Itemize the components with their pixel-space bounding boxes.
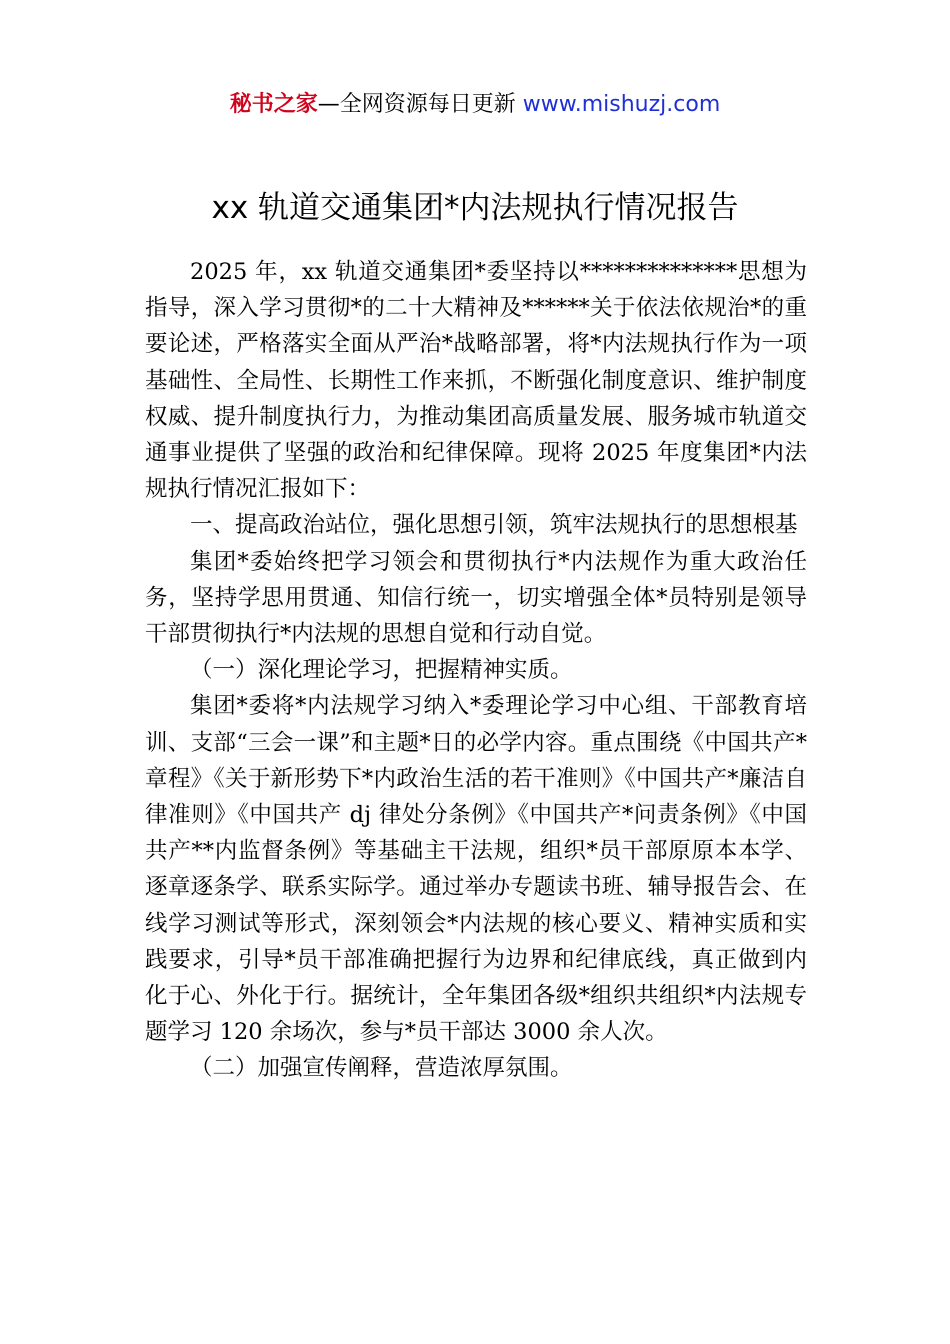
document-body [145, 254, 807, 1087]
subsection-1-paragraph: 集团*委将*内法规学习纳入*委理论学习中心组、干部教育培训、支部“三会一课”和主题*日的必学内容。重点围绕《中国共产*章程》《关于新形势下*内政治生活的若干准则》《中国共产*廉洁自律准则》《中国共产 dj 律处分条例》《中国共产*问责条例》《中国共产**内监督条例》等基础主干法规，组织*员干部原原本本学、逐章逐条学、联系实际学。通过举办专题读书班、辅导报告会、在线学习测试等形式，深刻领会*内法规的核心要义、精神实质和实践要求，引导*员干部准确把握行为边界和纪律底线，真正做到内化于心、外化于行。据统计，全年集团各级*组织共组织*内法规专题学习 120 余场次，参与*员干部达 3000 余人次。 [145, 693, 807, 1046]
document-title: xx 轨道交通集团*内法规执行情况报告 [211, 190, 739, 226]
site-header [0, 88, 950, 122]
intro-paragraph: 2025 年，xx 轨道交通集团*委坚持以**************思想为指导，深入学习贯彻*的二十大精神及******关于依法依规治*的重要论述，严格落实全面从严治*战略部署，将*内法规执行作为一项基础性、全局性、长期性工作来抓，不断强化制度意识、维护制度权威、提升制度执行力，为推动集团高质量发展、服务城市轨道交通事业提供了坚强的政治和纪律保障。现将 2025 年度集团*内法规执行情况汇报如下： [145, 259, 807, 503]
subsection-heading-1: （一）深化理论学习，把握精神实质。 [190, 657, 573, 684]
section-heading-1: 一、提高政治站位，强化思想引领，筑牢法规执行的思想根基 [190, 512, 798, 539]
section-1-paragraph: 集团*委始终把学习领会和贯彻执行*内法规作为重大政治任务，坚持学思用贯通、知信行统一，切实增强全体*员特别是领导干部贯彻执行*内法规的思想自觉和行动自觉。 [145, 548, 807, 648]
brand-name: 秘书之家 [229, 92, 318, 117]
subsection-heading-2: （二）加强宣传阐释，营造浓厚氛围。 [190, 1055, 573, 1082]
header-tagline: —全网资源每日更新 [317, 92, 523, 117]
site-url-link[interactable]: www.mishuzj.com [522, 92, 721, 117]
